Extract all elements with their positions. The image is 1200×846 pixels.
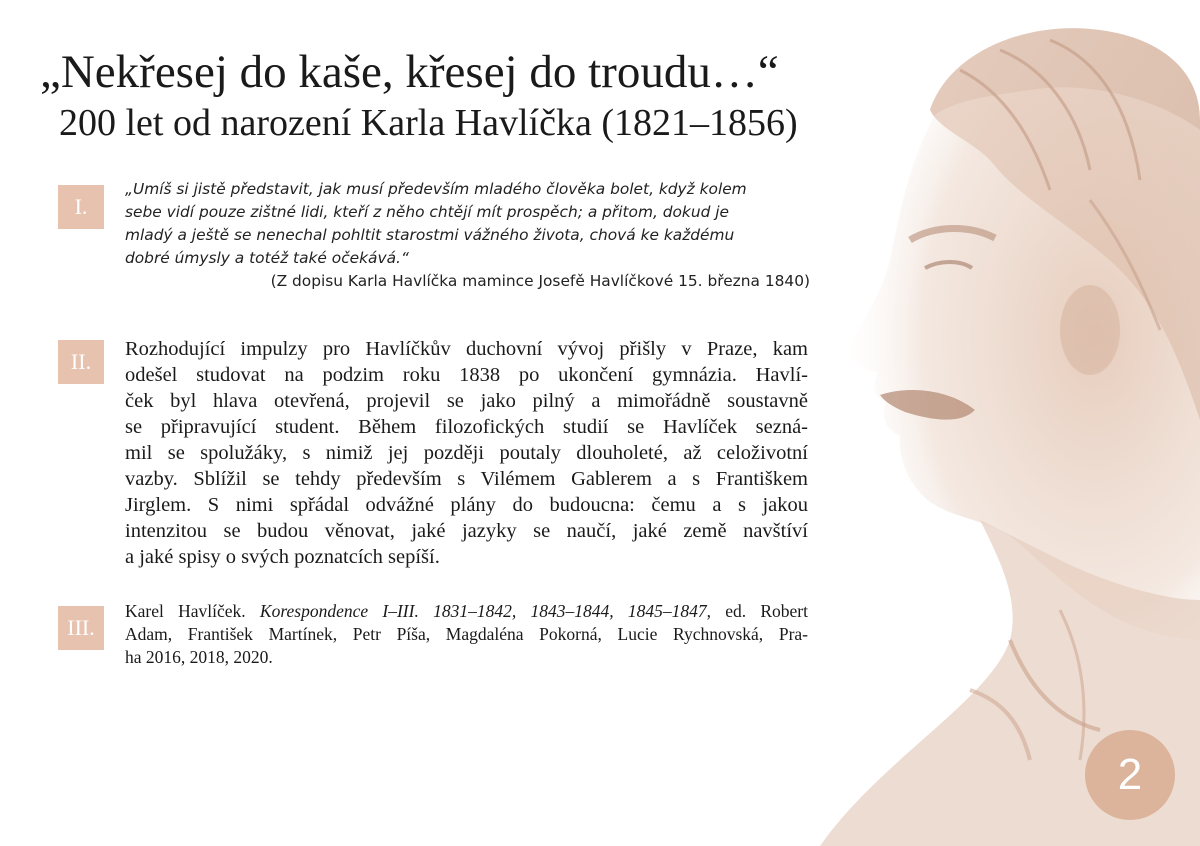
reference-line — [125, 600, 808, 623]
page-subtitle: 200 let od narození Karla Havlíčka (1821–1856) — [59, 102, 798, 144]
quote-line: dobré úmysly a totéž také očekává.“ — [125, 249, 409, 267]
paragraph-line: odešel studovat na podzim roku 1838 po ukončení gymnázia. Havlí- — [125, 364, 808, 386]
biography-paragraph — [125, 336, 808, 570]
letter-quote — [125, 178, 815, 270]
section-marker-1: I. — [58, 185, 104, 229]
paragraph-line: vazby. Sblížil se tehdy především s Vilémem Gablerem a s Františkem — [125, 468, 808, 490]
paragraph-line: se připravující student. Během filozofických studií se Havlíček sezná- — [125, 416, 808, 438]
quote-source: (Z dopisu Karla Havlíčka mamince Josefě Havlíčkové 15. března 1840) — [270, 272, 810, 290]
paragraph-line: Rozhodující impulzy pro Havlíčkův duchovní vývoj přišly v Praze, kam — [125, 338, 808, 360]
page-title: „Nekřesej do kaše, křesej do troudu…“ — [40, 46, 779, 98]
quote-line: mladý a ještě se nenechal pohltit starostmi vážného života, chová ke každému — [125, 226, 735, 244]
quote-line: sebe vidí pouze zištné lidi, kteří z něho chtějí mít prospěch; a přitom, dokud je — [125, 203, 729, 221]
paragraph-line: intenzitou se budou věnovat, jaké jazyky se naučí, jaké země navštíví — [125, 520, 808, 542]
bibliography-reference — [125, 600, 808, 669]
reference-line: ha 2016, 2018, 2020. — [125, 647, 273, 667]
paragraph-line: a jaké spisy o svých poznatcích sepíší. — [125, 546, 440, 568]
paragraph-line: mil se spolužáky, s nimiž jej později poutaly dlouholeté, až celoživotní — [125, 442, 808, 464]
reference-author: Karel Havlíček. — [125, 601, 260, 621]
section-marker-2: II. — [58, 340, 104, 384]
paragraph-line: ček byl hlava otevřená, projevil se jako pilný a mimořádně soustavně — [125, 390, 808, 412]
paragraph-line: Jirglem. S nimi spřádal odvážné plány do budoucna: čemu a s jakou — [125, 494, 808, 516]
reference-line: Adam, František Martínek, Petr Píša, Magdaléna Pokorná, Lucie Rychnovská, Pra- — [125, 624, 808, 644]
section-marker-3: III. — [58, 606, 104, 650]
page-number: 2 — [1117, 750, 1143, 799]
quote-line: „Umíš si jistě představit, jak musí především mladého člověka bolet, když kolem — [125, 180, 747, 198]
reference-title: Korespondence I–III. 1831–1842, 1843–1844, 1845–1847 — [259, 601, 707, 621]
page-number-badge — [1085, 730, 1175, 820]
reference-editor: , ed. Robert — [706, 601, 808, 621]
